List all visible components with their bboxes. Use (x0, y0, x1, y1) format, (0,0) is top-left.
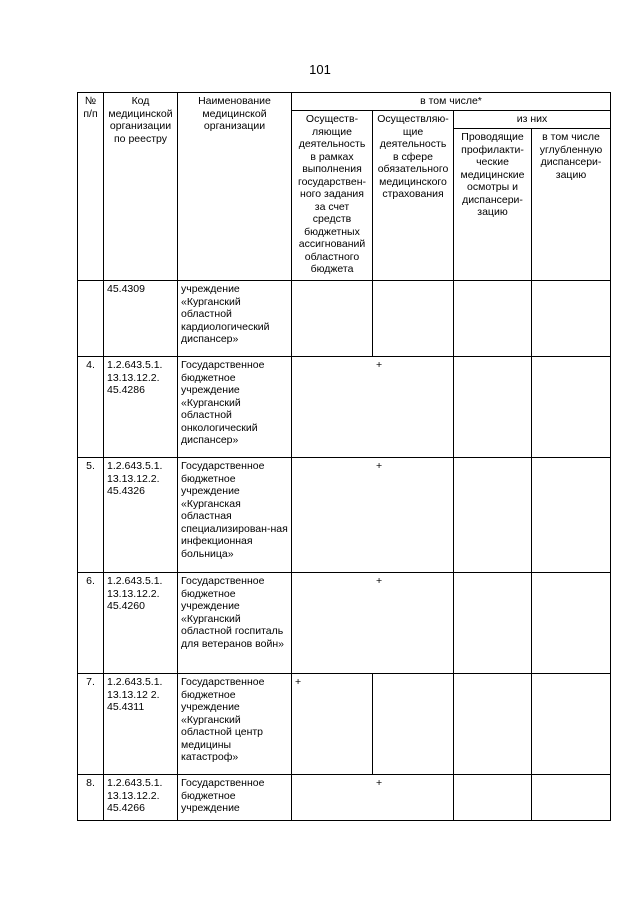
row-deep-mark (532, 357, 611, 458)
header-of-them: из них (454, 111, 611, 129)
page-number: 101 (309, 62, 331, 77)
table-row (78, 775, 611, 821)
row-oms-mark (373, 674, 454, 775)
header-deep-dispensarization: в том числе углубленную диспансери-зацию (532, 129, 611, 281)
row-oms-mark (373, 281, 454, 357)
row-name: Государственное бюджетное учреждение «Курганский областной госпиталь для ветеранов войн» (178, 573, 292, 674)
table-row (78, 357, 611, 458)
row-prof-mark (454, 281, 532, 357)
row-num: 4. (78, 357, 104, 458)
row-prof-mark (454, 458, 532, 573)
row-state-mark (292, 281, 373, 357)
row-oms-mark: + (292, 458, 454, 573)
row-state-mark: + (292, 674, 373, 775)
row-name: Государственное бюджетное учреждение (178, 775, 292, 821)
row-num: 5. (78, 458, 104, 573)
header-code: Код медицинской организации по реестру (104, 93, 178, 281)
header-name: Наименование медицинской организации (178, 93, 292, 281)
header-preventive-exams: Проводящие профилакти-ческие медицинские осмотры и диспансери-зацию (454, 129, 532, 281)
row-code: 1.2.643.5.1. 13.13.12.2. 45.4260 (104, 573, 178, 674)
row-deep-mark (532, 573, 611, 674)
row-code: 1.2.643.5.1. 13.13.12.2. 45.4326 (104, 458, 178, 573)
row-name: учреждение «Курганский областной кардиологический диспансер» (178, 281, 292, 357)
medical-organizations-table (77, 92, 611, 821)
header-oms: Осуществляю-щие деятельность в сфере обязательного медицинского страхования (373, 111, 454, 281)
row-code: 1.2.643.5.1. 13.13.12 2. 45.4311 (104, 674, 178, 775)
table-row (78, 281, 611, 357)
row-num: 7. (78, 674, 104, 775)
row-prof-mark (454, 775, 532, 821)
row-deep-mark (532, 281, 611, 357)
row-deep-mark (532, 674, 611, 775)
row-name: Государственное бюджетное учреждение «Курганский областной онкологический диспансер» (178, 357, 292, 458)
row-deep-mark (532, 458, 611, 573)
table-row (78, 573, 611, 674)
header-state-budget: Осуществ-ляющие деятельность в рамках выполнения государствен-ного задания за счет средств бюджетных ассигнований областного бюджета (292, 111, 373, 281)
row-prof-mark (454, 357, 532, 458)
row-name: Государственное бюджетное учреждение «Курганская областная специализирован-ная инфекционная больница» (178, 458, 292, 573)
row-oms-mark: + (292, 357, 454, 458)
header-including: в том числе* (292, 93, 611, 111)
row-num: 6. (78, 573, 104, 674)
row-code: 1.2.643.5.1. 13.13.12.2. 45.4266 (104, 775, 178, 821)
row-oms-mark: + (292, 775, 454, 821)
row-num: 8. (78, 775, 104, 821)
row-name: Государственное бюджетное учреждение «Курганский областной центр медицины катастроф» (178, 674, 292, 775)
header-num: № п/п (78, 93, 104, 281)
table-row (78, 674, 611, 775)
row-prof-mark (454, 674, 532, 775)
row-code: 45.4309 (104, 281, 178, 357)
row-prof-mark (454, 573, 532, 674)
row-oms-mark: + (292, 573, 454, 674)
table-row (78, 458, 611, 573)
row-code: 1.2.643.5.1. 13.13.12.2. 45.4286 (104, 357, 178, 458)
row-num (78, 281, 104, 357)
row-deep-mark (532, 775, 611, 821)
